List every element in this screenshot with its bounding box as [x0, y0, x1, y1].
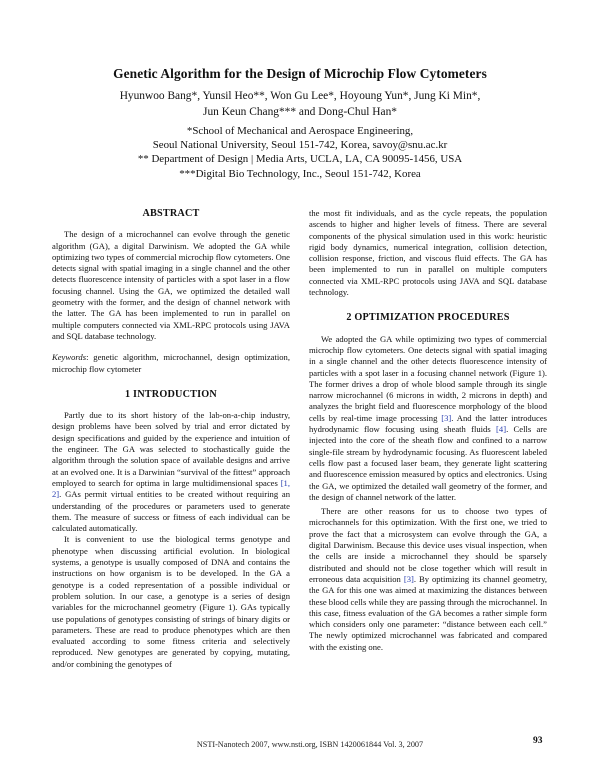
left-column	[52, 208, 290, 670]
affiliations	[60, 124, 540, 181]
opt-p1-text-a: We adopted the GA while optimizing two types of commercial microchip flow cytometers. One detects signal with spatial imaging in a single channel and the other detects fluorescence intensity of particles with a spot laser in a focusing channel network (Figure 1). The former drives a drop of whole blood sample through its single narrow microchannel (6 microns in width, 2 microns in depth) and analyzes the bright field and fluorescence morphology of the blood cells by real-time image processing	[309, 333, 547, 423]
affiliation-1: *School of Mechanical and Aerospace Engineering,	[186, 125, 414, 137]
page-number: 93	[533, 736, 543, 746]
opt-p1-text-b: . And the latter introduces hydrodynamic flow focusing using sheath fluids	[309, 412, 547, 435]
page-footer: NSTI-Nanotech 2007, www.nsti.org, ISBN 1420061844 Vol. 3, 2007	[196, 740, 424, 749]
abstract-heading: ABSTRACT	[142, 208, 200, 219]
authors-line-1: Hyunwoo Bang*, Yunsil Heo**, Won Gu Lee*, Hoyoung Yun*, Jung Ki Min*,	[119, 90, 481, 102]
opt-p1-text-c: . Cells are injected into the core of the sheath flow and confined to a narrow single-file stream by hydrodynamic focusing. As fluorescent labeled cells flow past a focused laser beam, they generate light scattering and fluorescence emission measured by optics and electronics. Using the GA, we optimized the detailed wall geometry of the former, and the design of channel network of the latter.	[309, 424, 547, 502]
right-column	[309, 208, 547, 653]
affiliation-4: ***Digital Bio Technology, Inc., Seoul 151-742, Korea	[179, 167, 421, 180]
citation-link[interactable]: [1, 2]	[52, 477, 290, 500]
citation-link[interactable]: [4]	[496, 424, 507, 435]
opt-p2-text-a: There are other reasons for us to choose two types of microchannels for this optimization. With the first one, we tried to prove the fact that a microsystem can evolve through the GA, a digital Darwinism. Because this device uses visual inspection, when the cells are inside a microchannel they should be sparsely distributed and should not be close together which will result in erroneous data acquisition	[309, 506, 547, 584]
optimization-paragraph-1	[309, 334, 547, 503]
paper-title: Genetic Algorithm for the Design of Microchip Flow Cytometers	[113, 66, 487, 81]
intro-p1-text-a: Partly due to its short history of the lab-on-a-chip industry, design problems have been solved by trial and error dictated by design specifications and guided by the experience and intuition of the engineer. The GA was selected to stochastically guide the algorithm through the solution space of available designs and arrive at an evolved one. It is a Darwinian “survival of the fittest” approach employed to search for optima in large multidimensional spaces	[52, 410, 290, 488]
optimization-paragraph-2	[309, 506, 547, 653]
intro-paragraph-2: It is convenient to use the biological terms genotype and phenotype when discussing artificial evolution. In biological systems, a genotype is usually composed of DNA and contains the instructions on how organism is to be developed. In the GA a genotype is a coded representation of a possible individual or problem solution. In our case, a genotype is a series of design variables for the microchannel geometry (Figure 1). GAs typically use populations of genotypes consisting of strings of binary digits or parameters. These are read to produce phenotypes which are then evaluated according to some fitness criteria and selectively reproduced. New genotypes are generated by copying, mutating, and/or combining the genotypes of	[52, 534, 290, 669]
intro-continuation: the most fit individuals, and as the cycle repeats, the population ascends to higher and higher levels of fitness. There are several components of the physical simulation used in this work: heuristic rigid body dynamics, numerical integration, collision detection, collision response, friction, and viscous fluid effects. The GA has been implemented to run in parallel on multiple computers connected via XML-RPC protocols using JAVA and SQL database technology.	[309, 208, 547, 298]
affiliation-2: Seoul National University, Seoul 151-742, Korea, savoy@snu.ac.kr	[152, 139, 448, 152]
author-list	[60, 88, 540, 120]
keywords-text: : genetic algorithm, microchannel, design optimization, microchip flow cytometer	[52, 352, 290, 374]
abstract-text: The design of a microchannel can evolve through the genetic algorithm (GA), a digital Darwinism. We adopted the GA while optimizing two types of commercial microchip flow cytometers. One detects signal with spatial imaging in a single channel and the other detects fluorescence intensity of particles with a spot laser in a flow focusing channel. Using the GA, we optimized the detailed wall geometry with the former, and the design of channel network with the latter. The GA has been implemented to run in parallel on multiple computers connected via XML-RPC protocols using JAVA and SQL database technology.	[52, 229, 290, 341]
section-2-heading: 2 OPTIMIZATION PROCEDURES	[346, 312, 510, 324]
intro-p1-text-b: . GAs permit virtual entities to be created without requiring an understanding of the procedures or parameters used to generate them. The measure of success or fitness of each individual can be calculated automatically.	[52, 489, 290, 534]
citation-link[interactable]: [3]	[403, 573, 414, 584]
keywords-label: Keywords	[52, 352, 87, 363]
keywords	[52, 352, 290, 375]
affiliation-3: ** Department of Design | Media Arts, UCLA, LA, CA 90095-1456, USA	[137, 153, 463, 166]
section-1-heading: 1 INTRODUCTION	[125, 388, 217, 400]
intro-paragraph-1	[52, 410, 290, 534]
opt-p2-text-b: . By optimizing its channel geometry, the GA for this one was aimed at maximizing the distances between these blood cells while they are passing through the microchannel. In this case, fitness evaluation of the GA becomes a rather simple form which considers only one parameter: “distance between each cell.” The newly optimized microchannel was fabricated and compared with the existing one.	[309, 573, 548, 652]
authors-line-2: Jun Keun Chang*** and Dong-Chul Han*	[203, 106, 397, 118]
citation-link[interactable]: [3]	[441, 412, 452, 423]
